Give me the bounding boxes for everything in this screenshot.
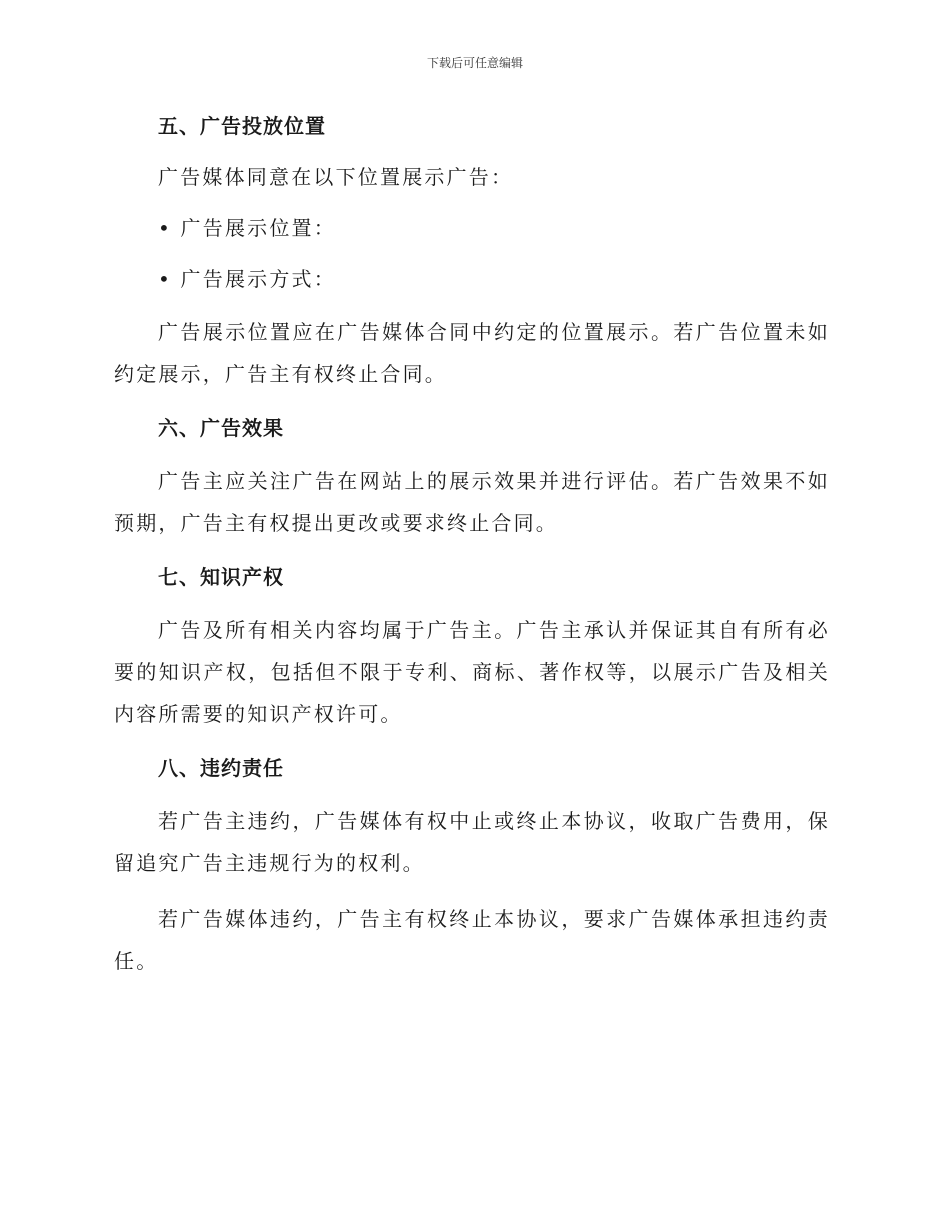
section-6-paragraph: 广告主应关注广告在网站上的展示效果并进行评估。若广告效果不如预期，广告主有权提出更改或要求终止合同。 [114,469,830,535]
header-note: 下载后可任意编辑 [426,56,523,70]
section-7-heading: 七、知识产权 [158,565,284,589]
section-7-paragraph: 广告及所有相关内容均属于广告主。广告主承认并保证其自有所有必要的知识产权，包括但不限于专利、商标、著作权等，以展示广告及相关内容所需要的知识产权许可。 [114,618,830,726]
section-5-intro: 广告媒体同意在以下位置展示广告： [158,165,514,189]
section-6-heading: 六、广告效果 [158,416,284,440]
section-5-bullet-method: • 广告展示方式： [158,267,336,291]
section-5-bullet-position: • 广告展示位置： [158,216,336,240]
section-8-paragraph-1: 若广告主违约，广告媒体有权中止或终止本协议，收取广告费用，保留追究广告主违规行为的权利。 [114,809,830,875]
section-5-heading: 五、广告投放位置 [158,114,326,138]
document-body [114,108,830,982]
section-5-paragraph: 广告展示位置应在广告媒体合同中约定的位置展示。若广告位置未如约定展示，广告主有权终止合同。 [114,320,830,386]
section-8-heading: 八、违约责任 [158,756,284,780]
section-8-paragraph-2: 若广告媒体违约，广告主有权终止本协议，要求广告媒体承担违约责任。 [114,907,830,973]
